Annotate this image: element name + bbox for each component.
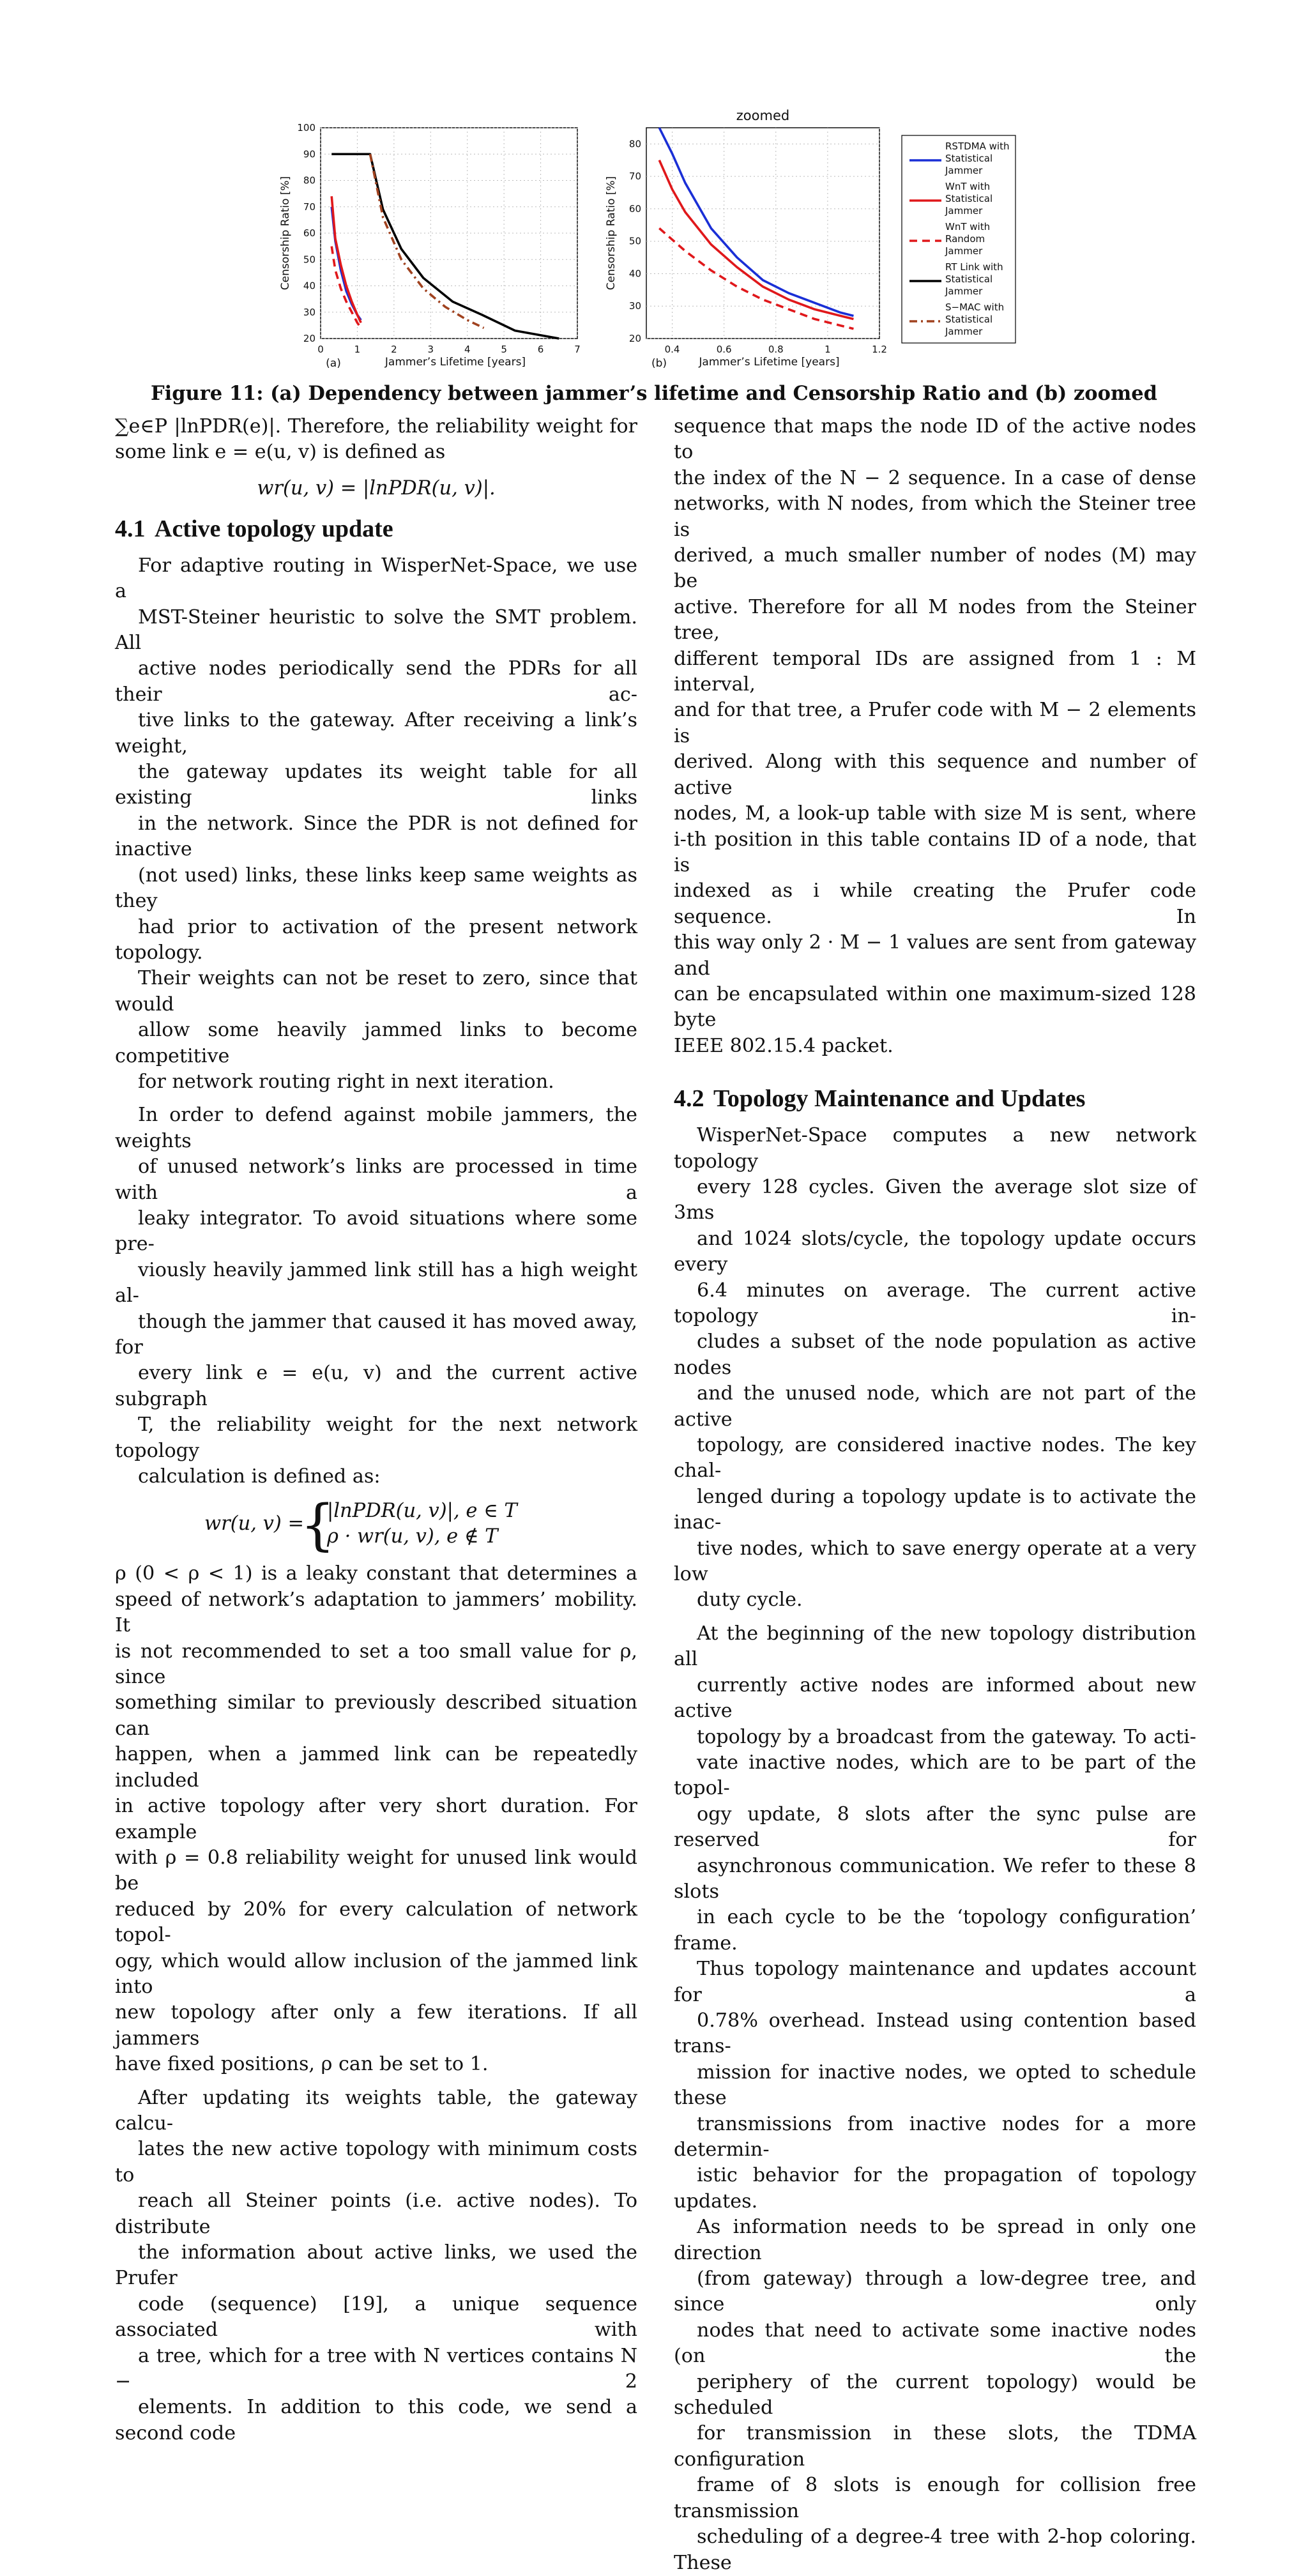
text-line: of unused network’s links are processed in time with a: [115, 1155, 637, 1204]
paragraph: [674, 1621, 1196, 2576]
legend-label: Statistical: [945, 193, 993, 204]
text-line: nodes, M, a look-up table with size M is sent, where: [674, 802, 1196, 825]
x-axis-label: Jammer’s Lifetime [years]: [699, 356, 840, 369]
text-line: leaky integrator. To avoid situations where some pre-: [115, 1207, 637, 1256]
text-line: periphery of the current topology) would be scheduled: [674, 2370, 1196, 2420]
y-tick-label: 60: [303, 227, 316, 239]
y-tick-label: 100: [297, 122, 316, 133]
x-axis-label: Jammer’s Lifetime [years]: [384, 356, 526, 369]
text-line: for transmission in these slots, the TDMA configuration: [674, 2422, 1196, 2471]
section-heading-4-1: [115, 515, 637, 543]
text-line: frame of 8 slots is enough for collision free transmission: [674, 2474, 1196, 2522]
legend-label: S−MAC with: [945, 301, 1005, 313]
y-tick-label: 80: [303, 174, 316, 187]
text-line: Thus topology maintenance and updates account for a: [674, 1958, 1196, 2006]
text-line: can be encapsulated within one maximum-sized 128 byte: [674, 982, 1196, 1032]
x-tick-label: 0.4: [664, 344, 680, 355]
figure-11: [0, 0, 1308, 415]
equation-2: [204, 1493, 637, 1558]
text-line: in active topology after very short duration. For example: [115, 1795, 637, 1843]
text-line: asynchronous communication. We refer to these 8 slots: [674, 1854, 1196, 1903]
legend: [902, 135, 1015, 343]
x-tick-label: 1: [354, 344, 361, 355]
text-line: istic behavior for the propagation of topology updates.: [674, 2164, 1196, 2213]
text-line: topology by a broadcast from the gateway. To acti-: [697, 1725, 1196, 1748]
text-line: had prior to activation of the present network topology.: [115, 915, 637, 964]
text-line: calculation is defined as:: [138, 1465, 381, 1488]
equation-case-1: |lnPDR(u, v)|, e ∈ T: [327, 1500, 517, 1523]
text-line: with ρ = 0.8 reliability weight for unused link would be: [115, 1846, 637, 1895]
y-tick-label: 20: [628, 333, 641, 344]
paragraph: [115, 2085, 637, 2447]
x-tick-label: 4: [464, 344, 471, 355]
legend-label: Random: [945, 233, 985, 245]
y-tick-label: 20: [303, 333, 316, 344]
text-line: tive links to the gateway. After receiving a link’s weight,: [115, 709, 637, 758]
text-line: As information needs to be spread in only one direction: [674, 2216, 1196, 2264]
text-line: T, the reliability weight for the next network topology: [115, 1414, 637, 1462]
legend-label: Jammer: [945, 326, 983, 337]
text-line: derived, a much smaller number of nodes (M) may be: [674, 544, 1196, 593]
text-line: networks, with N nodes, from which the Steiner tree is: [674, 492, 1196, 541]
legend-label: Statistical: [945, 314, 993, 325]
x-tick-label: 1: [825, 344, 831, 355]
text-line: allow some heavily jammed links to become competitive: [115, 1019, 637, 1067]
y-tick-label: 70: [303, 201, 316, 213]
section-number: 4.1: [115, 515, 146, 542]
text-line: sequence that maps the node ID of the active nodes to: [674, 415, 1196, 464]
y-tick-label: 30: [628, 300, 641, 312]
text-line: ρ (0 < ρ < 1) is a leaky constant that determines a: [115, 1562, 637, 1585]
y-tick-label: 50: [628, 235, 641, 247]
text-line: IEEE 802.15.4 packet.: [674, 1034, 894, 1057]
text-line: reach all Steiner points (i.e. active nodes). To distribute: [115, 2190, 637, 2238]
y-tick-label: 30: [303, 306, 316, 318]
equation-lhs: wr(u, v) =: [204, 1513, 304, 1536]
panel-label: (a): [326, 357, 341, 370]
x-tick-label: 6: [537, 344, 544, 355]
text-line: this way only 2 · M − 1 values are sent from gateway and: [674, 931, 1196, 980]
paragraph: [115, 1102, 637, 1490]
text-line: something similar to previously described situation can: [115, 1691, 637, 1740]
text-line: duty cycle.: [697, 1589, 803, 1612]
paragraph: [674, 414, 1196, 1059]
text-line: Their weights can not be reset to zero, since that would: [115, 967, 637, 1016]
text-line: (from gateway) through a low-degree tree, and since only: [674, 2267, 1196, 2316]
text-line: WisperNet-Space computes a new network topology: [674, 1124, 1196, 1173]
x-tick-label: 0.8: [768, 344, 784, 355]
text-line: ogy, which would allow inclusion of the jammed link into: [115, 1949, 637, 1998]
legend-label: WnT with: [945, 181, 991, 192]
text-line: (not used) links, these links keep same weights as they: [115, 864, 637, 913]
text-line: lenged during a topology update is to activate the inac-: [674, 1485, 1196, 1534]
text-line: i-th position in this table contains ID of a node, that is: [674, 828, 1196, 876]
text-line: MST-Steiner heuristic to solve the SMT problem. All: [115, 606, 637, 655]
x-tick-label: 7: [574, 344, 581, 355]
text-line: vate inactive nodes, which are to be part of the topol-: [674, 1751, 1196, 1800]
y-tick-label: 80: [628, 138, 641, 150]
legend-label: Jammer: [945, 165, 983, 176]
text-line: different temporal IDs are assigned from 1 : M interval,: [674, 647, 1196, 696]
legend-label: WnT with: [945, 221, 991, 232]
section-title: Topology Maintenance and Updates: [713, 1085, 1086, 1113]
figure-caption: Figure 11: (a) Dependency between jammer’s lifetime and Censorship Ratio and (b) zoomed: [150, 382, 1157, 405]
text-line: the gateway updates its weight table for all existing links: [115, 761, 637, 809]
text-line: nodes that need to activate some inactive nodes (on the: [674, 2319, 1196, 2368]
text-line: some link e = e(u, v) is defined as: [115, 441, 446, 464]
y-axis-label: Censorship Ratio [%]: [279, 176, 292, 291]
equation-case-2: ρ · wr(u, v), e ∉ T: [327, 1525, 498, 1548]
x-tick-label: 2: [391, 344, 397, 355]
legend-label: Statistical: [945, 153, 993, 164]
text-line: ogy update, 8 slots after the sync pulse are reserved for: [674, 1802, 1196, 1852]
y-tick-label: 90: [303, 148, 316, 160]
y-axis-label: Censorship Ratio [%]: [605, 176, 618, 291]
text-line: currently active nodes are informed about new active: [674, 1673, 1196, 1723]
x-tick-label: 3: [427, 344, 434, 355]
text-line: cludes a subset of the node population as active nodes: [674, 1330, 1196, 1379]
text-line: elements. In addition to this code, we send a second code: [115, 2396, 637, 2444]
text-line: have fixed positions, ρ can be set to 1.: [115, 2053, 489, 2076]
text-line: a tree, which for a tree with N vertices contains N − 2: [115, 2344, 637, 2393]
text-line: the information about active links, we used the Prufer: [115, 2241, 637, 2290]
x-tick-label: 0.6: [716, 344, 732, 355]
text-line: 0.78% overhead. Instead using contention based trans-: [674, 2009, 1196, 2058]
text-line: the index of the N − 2 sequence. In a case of dense: [674, 466, 1196, 489]
text-line: For adaptive routing in WisperNet-Space, we use a: [115, 554, 637, 603]
section-heading-4-2: [674, 1085, 1196, 1113]
text-line: and 1024 slots/cycle, the topology update occurs every: [674, 1227, 1196, 1276]
text-line: for network routing right in next iteration.: [138, 1070, 554, 1093]
text-line: code (sequence) [19], a unique sequence associated with: [115, 2292, 637, 2342]
text-line: happen, when a jammed link can be repeatedly included: [115, 1743, 637, 1792]
text-line: in each cycle to be the ‘topology configuration’ frame.: [674, 1906, 1196, 1955]
paragraph: [115, 1561, 637, 2077]
text-line: mission for inactive nodes, we opted to schedule these: [674, 2061, 1196, 2110]
equation-1: wr(u, v) = |lnPDR(u, v)|.: [257, 476, 496, 499]
left-column: [115, 414, 637, 2446]
legend-label: RSTDMA with: [945, 141, 1010, 152]
brace: {: [300, 1493, 335, 1558]
text-line: is not recommended to set a too small value for ρ, since: [115, 1640, 637, 1689]
intro-text: [115, 414, 637, 466]
text-line: lates the new active topology with minimum costs to: [115, 2138, 637, 2186]
section-title: Active topology update: [155, 515, 393, 542]
text-line: derived. Along with this sequence and number of active: [674, 751, 1196, 799]
plot-frame: [646, 128, 879, 339]
text-line: though the jammer that caused it has moved away, for: [115, 1310, 637, 1359]
legend-label: Statistical: [945, 273, 993, 285]
text-line: active nodes periodically send the PDRs for all their ac-: [115, 657, 637, 706]
text-line: In order to defend against mobile jammers, the weights: [115, 1104, 637, 1152]
chart-title: zoomed: [736, 108, 790, 123]
y-tick-label: 70: [628, 171, 641, 183]
panel-b: [605, 108, 887, 370]
panel-label: (b): [651, 357, 667, 370]
text-line: and the unused node, which are not part of the active: [674, 1382, 1196, 1431]
y-tick-label: 60: [628, 202, 641, 215]
text-line: After updating its weights table, the gateway calcu-: [115, 2086, 637, 2135]
x-tick-label: 5: [501, 344, 507, 355]
text-line: every link e = e(u, v) and the current active subgraph: [115, 1362, 637, 1410]
legend-label: RT Link with: [945, 261, 1003, 273]
panel-a: [279, 122, 581, 370]
legend-label: Jammer: [945, 205, 983, 217]
y-tick-label: 40: [303, 280, 316, 292]
text-line: tive nodes, which to save energy operate at a very low: [674, 1537, 1196, 1586]
text-line: transmissions from inactive nodes for a more determin-: [674, 2112, 1196, 2161]
right-column: [674, 414, 1196, 2576]
text-line: ∑e∈P |lnPDR(e)|. Therefore, the reliability weight for: [115, 415, 637, 438]
x-tick-label: 0: [317, 344, 324, 355]
y-tick-label: 50: [303, 254, 316, 266]
text-line: reduced by 20% for every calculation of network topol-: [115, 1898, 637, 1947]
y-tick-label: 40: [628, 268, 641, 280]
text-line: topology, are considered inactive nodes. The key chal-: [674, 1434, 1196, 1482]
text-line: scheduling of a degree-4 tree with 2-hop coloring. These: [674, 2526, 1196, 2574]
text-line: speed of network’s adaptation to jammers’ mobility. It: [115, 1588, 637, 1637]
x-tick-label: 1.2: [872, 344, 887, 355]
text-line: indexed as i while creating the Prufer code sequence. In: [674, 880, 1196, 928]
text-line: At the beginning of the new topology distribution all: [674, 1622, 1196, 1671]
text-line: active. Therefore for all M nodes from the Steiner tree,: [674, 595, 1196, 644]
text-line: 6.4 minutes on average. The current active topology in-: [674, 1279, 1196, 1327]
text-line: in the network. Since the PDR is not defined for inactive: [115, 812, 637, 861]
text-line: and for that tree, a Prufer code with M − 2 elements is: [674, 699, 1196, 747]
paragraph: [115, 553, 637, 1095]
legend-label: Jammer: [945, 245, 983, 257]
paragraph: [674, 1123, 1196, 1613]
text-line: viously heavily jammed link still has a high weight al-: [115, 1258, 637, 1307]
figure-svg: [0, 0, 1308, 383]
legend-label: Jammer: [945, 286, 983, 297]
section-number: 4.2: [674, 1085, 704, 1113]
text-line: new topology after only a few iterations. If all jammers: [115, 2001, 637, 2050]
text-line: every 128 cycles. Given the average slot size of 3ms: [674, 1175, 1196, 1224]
